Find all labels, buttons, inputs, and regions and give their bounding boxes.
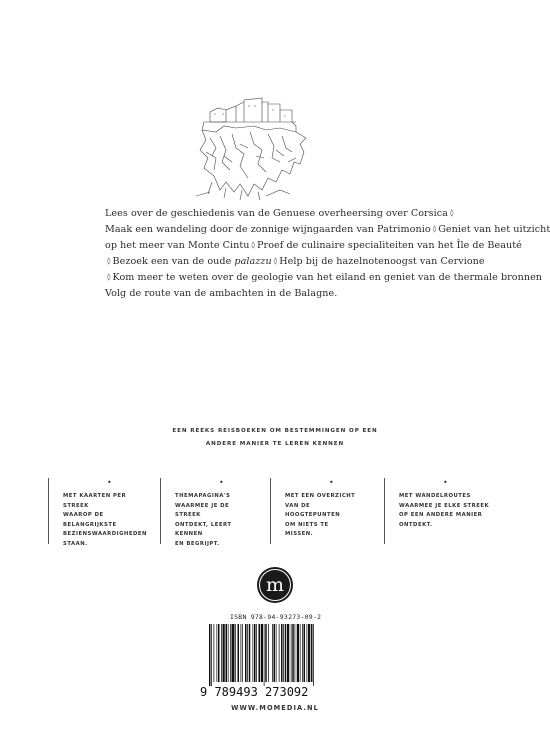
logo-letter: m [265,574,285,596]
barcode-bar [259,624,261,682]
series-tagline-line: EEN REEKS REISBOEKEN OM BESTEMMINGEN OP EEN [172,428,378,434]
barcode-bar [249,624,251,682]
bullet-dot: • [443,478,449,487]
barcode-bar [254,624,256,682]
blurb-text: Help bij de hazelnotenoogst van Cervione [279,256,485,268]
feature-text: STAAN. [63,540,88,547]
barcode-bar [313,624,314,686]
diamond-separator: ◊ [449,209,454,217]
barcode-bar [209,624,211,686]
feature-text: THEMAPAGINA'S [175,493,231,499]
blurb-text: Maak een wandeling door de zonnige wijngaarden van Patrimonio [105,224,431,236]
blurb-text: Volg de route van de ambachten in de Balagne. [105,288,338,300]
bullet-dot: • [107,478,113,487]
diamond-separator: ◊ [251,241,256,250]
barcode-bar [221,624,222,682]
feature-text: OP EEN ANDERE MANIER [399,512,483,519]
diamond-separator: ◊ [432,225,437,234]
barcode-bar [292,624,294,682]
blurb-line-3 [105,238,522,254]
barcode-bars [209,624,349,686]
isbn-label: ISBN 978-94-93273-09-2 [230,613,322,621]
barcode-bar [291,624,292,682]
barcode-bar [276,624,277,682]
blurb-text: Lees over de geschiedenis van de Genuese overheersing over Corsica [105,208,448,219]
barcode-bar [285,624,287,682]
barcode-bar [211,624,212,686]
feature-text: WAAROP DE BELANGRIJKSTE [63,512,117,528]
barcode-bar [295,624,296,682]
website-url: WWW.MOMEDIA.NL [231,704,319,712]
feature-list [48,478,502,546]
barcode-bar [217,624,218,682]
citadel-illustration [196,92,316,202]
feature-text: BEZIENSWAARDIGHEDEN [63,531,147,538]
feature-text: MET EEN OVERZICHT [285,493,356,499]
barcode-bar [226,624,228,682]
feature-theme-pages [160,478,257,547]
blurb-text: Geniet van het uitzicht [438,224,550,236]
back-cover-blurb [105,206,550,302]
blurb-line-4 [105,254,485,270]
blurb-line-5 [105,270,543,286]
barcode-bar [242,624,243,682]
barcode-bar [261,624,263,682]
barcode-bar [268,624,269,682]
barcode-bar [247,624,248,682]
blurb-text: Kom meer te weten over de geologie van het eiland en geniet van de thermale bronnen [112,272,543,284]
blurb-line-2 [105,222,550,238]
barcode-bar [241,624,242,682]
barcode-block [200,610,350,702]
blurb-italic: palazzu [234,256,272,268]
feature-walking-routes [384,478,495,544]
feature-text: ONTDEKT, LEERT KENNEN [175,521,232,538]
barcode-bar [264,624,265,686]
barcode-bar [245,624,247,682]
blurb-line-1 [105,206,454,222]
feature-text: WAARMEE JE DE STREEK [175,502,230,519]
barcode-bar [311,624,313,682]
bullet-dot: • [329,478,335,487]
feature-text: MISSEN. [285,531,314,538]
blurb-text: Bezoek een van de oude [112,256,232,268]
barcode-bar [256,624,257,682]
barcode-bar [232,624,235,682]
diamond-separator: ◊ [107,273,111,282]
barcode-bar [297,624,299,682]
feature-text: MET KAARTEN PER STREEK [63,493,127,509]
barcode-bar [253,624,254,682]
blurb-text: Proef de culinaire specialiteiten van het Île de Beauté [257,240,522,252]
barcode-bar [281,624,283,682]
barcode-bar [238,624,240,682]
barcode-bar [308,624,310,682]
barcode-bar [235,624,236,682]
feature-text: VAN DE HOOGTEPUNTEN [285,502,341,519]
barcode-bar [223,624,225,682]
barcode-bar [228,624,229,682]
barcode-bar [300,624,301,682]
feature-text: OM NIETS TE [285,521,329,528]
barcode-bar [230,624,231,682]
feature-maps [48,478,147,547]
feature-text: WAARMEE JE ELKE STREEK [399,502,490,509]
barcode-bar [218,624,220,682]
blurb-line-6 [105,286,445,301]
momedia-logo [256,566,294,604]
bullet-dot: • [219,478,225,487]
feature-text: EN BEGRIJPT. [175,540,220,547]
barcode-bar [272,624,273,682]
barcode-bar [265,624,267,682]
barcode-bar [214,624,215,682]
diamond-separator: ◊ [107,257,111,266]
feature-text: MET WANDELROUTES [399,493,471,499]
barcode-bar [302,624,303,682]
series-tagline-line: ANDERE MANIER TE LEREN KENNEN [205,441,345,447]
feature-highlights [270,478,367,544]
barcode-bar [304,624,306,682]
feature-text: ONTDEKT. [399,521,433,528]
barcode-bar [283,624,284,682]
isbn-digits: 9 789493 273092 [200,685,309,699]
diamond-separator: ◊ [273,257,278,266]
barcode-bar [287,624,289,682]
barcode-bar [279,624,280,682]
barcode-bar [307,624,308,682]
barcode-bar [274,624,276,682]
series-tagline [150,425,400,451]
blurb-text: op het meer van Monte Cintu [105,240,250,252]
